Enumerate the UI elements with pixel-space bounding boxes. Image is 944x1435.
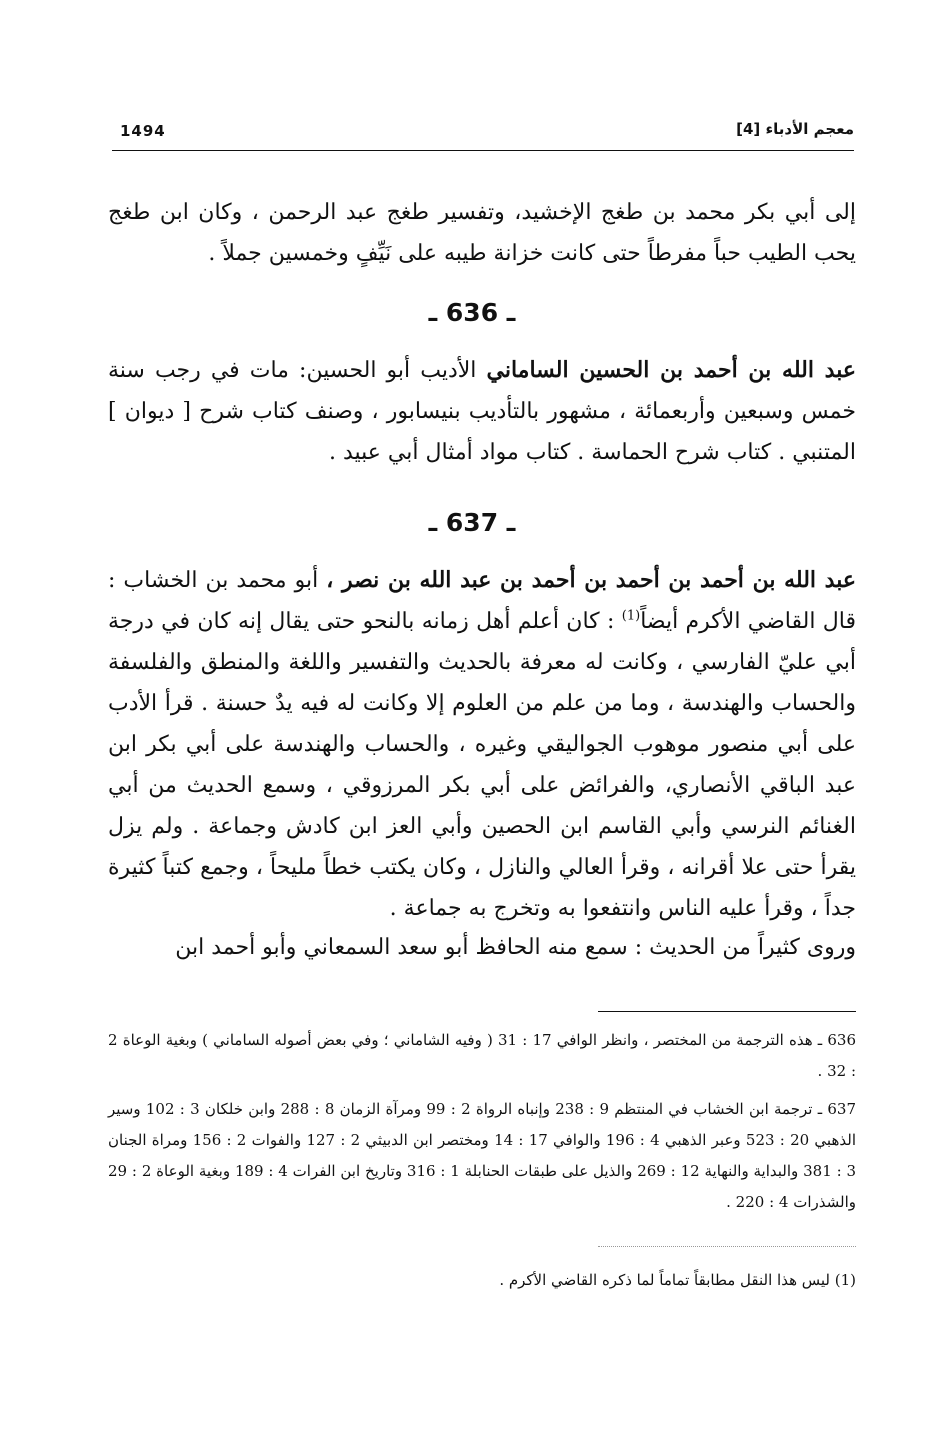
footnote-rule	[598, 1011, 856, 1012]
running-title: معجم الأدباء [4]	[736, 120, 854, 138]
note-637: 637 ـ ترجمة ابن الخشاب في المنتظم 9 : 238 وإنباه الرواة 2 : 99 ومرآة الزمان 8 : 288 وابن خلكان 3 : 102 وسير الذهبي 20 : 523 وعبر الذهبي 4 : 196 والوافي 17 : 14 ومختصر ابن الدبيثي 2 : 127 والفوات 2 : 156 ومراة الجنان 3 : 381 والبداية والنهاية 12 : 269 والذيل على طبقات الحنابلة 1 : 316 وتاريخ ابن الفرات 4 : 189 وبغية الوعاة 2 : 29 والشذرات 4 : 220 .	[108, 1100, 857, 1211]
entry-636-body: الأديب أبو الحسين: مات في رجب سنة خمس وسبعين وأربعمائة ، مشهور بالتأديب بنيسابور ، وصنف كتاب شرح [ ديوان ] المتنبي . كتاب شرح الحماسة . كتاب مواد أمثال أبي عبيد .	[108, 358, 856, 465]
entry-637-last-paragraph: وروى كثيراً من الحديث : سمع منه الحافظ أبو سعد السمعاني وأبو أحمد ابن	[175, 935, 856, 960]
continued-paragraph: إلى أبي بكر محمد بن طغج الإخشيد، وتفسير طغج عبد الرحمن ، وكان ابن طغج يحب الطيب حباً مفرطاً حتى كانت خزانة طيبه على نَيِّفٍ وخمسين جملاً .	[108, 200, 856, 266]
header-rule	[112, 150, 854, 151]
entry-637-body-start: أبو محمد بن الخشاب : قال القاضي الأكرم أيضاً	[108, 568, 857, 634]
entry-637-body-rest: : كان أعلم أهل زمانه بالنحو حتى يقال إنه كان في درجة أبي عليّ الفارسي ، وكانت له معرفة بالحديث والتفسير واللغة والمنطق والفلسفة والحساب والهندسة ، وما من علم من العلوم إلا وكانت له فيه يدٌ حسنة . قرأ الأدب على أبي منصور موهوب الجواليقي وغيره ، والحساب والهندسة على أبي بكر ابن عبد الباقي الأنصاري، والفرائض على أبي بكر المرزوقي ، وسمع الحديث من أبي الغنائم النرسي وأبي القاسم ابن الحصين وأبي العز ابن كادش وجماعة . ولم يزل يقرأ حتى علا أقرانه ، وقرأ العالي والنازل ، وكان يكتب خطاً مليحاً ، وجمع كتباً كثيرة جداً ، وقرأ عليه الناس وانتفعوا به وتخرج به جماعة .	[108, 609, 856, 921]
entry-636-paragraph	[108, 350, 856, 473]
note-636: 636 ـ هذه الترجمة من المختصر ، وانظر الوافي 17 : 31 ( وفيه الشاماني ؛ وفي بعض أصوله الساماني ) وبغية الوعاة 2 : 32 .	[108, 1031, 856, 1080]
entry-637-name: عبد الله بن أحمد بن أحمد بن أحمد بن عبد الله بن نصر ،	[326, 567, 856, 593]
entry-637-paragraph	[108, 560, 856, 929]
entry-number-637: ـ 637 ـ	[428, 508, 516, 537]
footnote-dotted-rule	[598, 1246, 856, 1247]
footnote-marker[interactable]: (1)	[621, 608, 641, 624]
page-number: 1494	[120, 122, 166, 140]
entry-number-636: ـ 636 ـ	[428, 298, 516, 327]
page-header	[112, 120, 854, 144]
footnote-1: (1) ليس هذا النقل مطابقاً تماماً لما ذكره القاضي الأكرم .	[499, 1271, 856, 1289]
entry-636-name: عبد الله بن أحمد بن الحسين الساماني	[486, 357, 856, 383]
